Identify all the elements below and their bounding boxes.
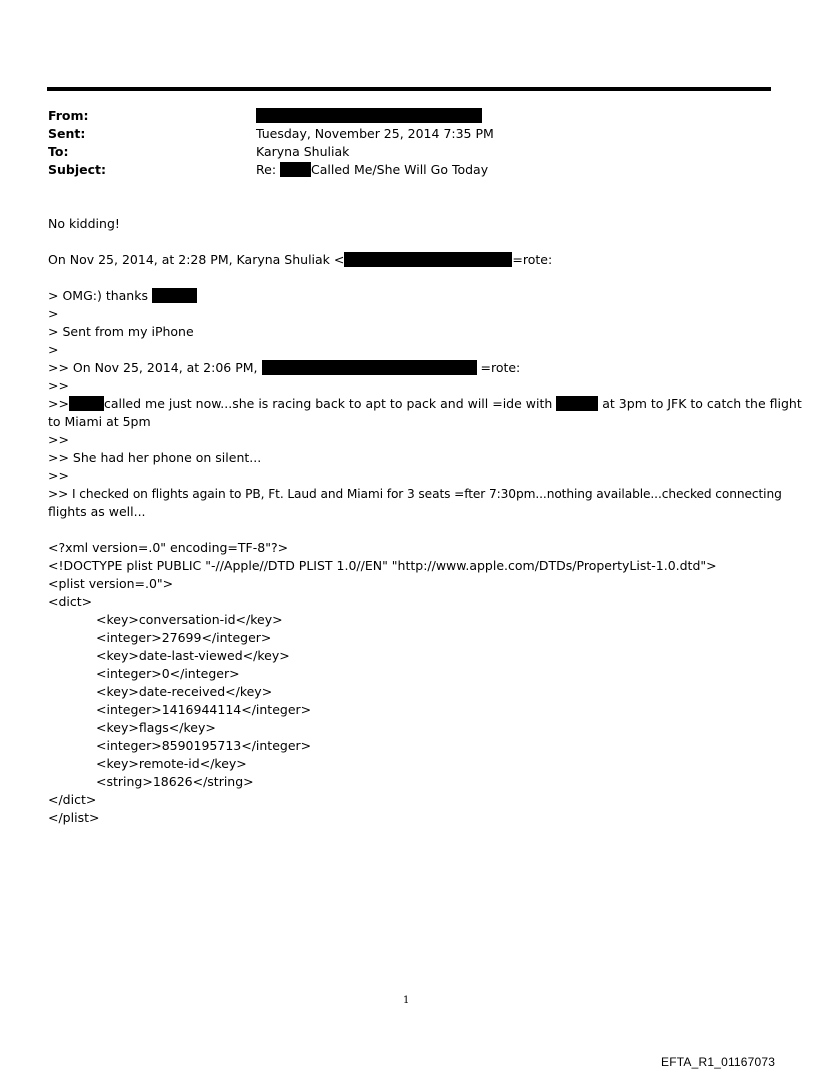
subject-value [256,161,488,179]
plist-entry: <key>date-last-viewed</key> [96,648,290,663]
page-number: 1 [403,995,410,1006]
document-id: EFTA_R1_01167073 [661,1055,776,1069]
xml-declaration: <?xml version=.0" encoding=TF-8"?> [48,540,289,555]
to-label: To: [48,144,69,159]
plist-entry: <key>conversation-id</key> [96,612,283,627]
quote-line: flights as well... [48,504,146,519]
plist-open-tag: <plist version=.0"> [48,576,174,591]
plist-entry: <integer>0</integer> [96,666,240,681]
sent-label: Sent: [48,126,86,141]
dict-close-tag: </dict> [48,792,97,807]
quote-intro [48,251,552,269]
redaction-bar [256,108,482,123]
quote-text: called me just now...she is racing back to apt to pack and will =ide with [103,396,553,411]
subject-label: Subject: [48,162,106,177]
redaction-bar [152,288,197,303]
doctype-line: <!DOCTYPE plist PUBLIC "-//Apple//DTD PLIST 1.0//EN" "http://www.apple.com/DTDs/PropertyList-1.0.dtd"> [48,558,717,573]
quote-text: > OMG:) thanks [48,288,148,303]
redaction-bar [556,396,598,411]
quote-intro-suffix: =rote: [512,252,553,267]
quote-line [48,359,520,377]
from-label: From: [48,108,89,123]
quote-line: > Sent from my iPhone [48,324,194,339]
quote-line: >> She had her phone on silent... [48,450,262,465]
quote-text: >> [48,396,69,411]
subject-text: Called Me/She Will Go Today [311,162,489,177]
subject-prefix: Re: [256,162,277,177]
plist-entry: <string>18626</string> [96,774,254,789]
redaction-bar [262,360,477,375]
quote-line: >> I checked on flights again to PB, Ft. Laud and Miami for 3 seats =fter 7:30pm...nothing available...checked connecting [48,487,782,501]
quote-line: > [48,342,59,357]
plist-entry: <integer>8590195713</integer> [96,738,312,753]
plist-entry: <key>remote-id</key> [96,756,247,771]
dict-open-tag: <dict> [48,594,93,609]
quote-text: at 3pm to JFK to catch the flight [602,396,802,411]
quote-line: >> [48,378,69,393]
redaction-bar [344,252,512,267]
quote-text: =rote: [480,360,521,375]
quote-line [48,287,197,305]
plist-entry: <integer>27699</integer> [96,630,272,645]
quote-line: to Miami at 5pm [48,414,151,429]
quote-line [48,395,802,413]
plist-close-tag: </plist> [48,810,100,825]
plist-entry: <integer>1416944114</integer> [96,702,312,717]
quote-line: >> [48,432,69,447]
quote-line: >> [48,468,69,483]
to-value: Karyna Shuliak [256,144,350,159]
quote-text: >> On Nov 25, 2014, at 2:06 PM, [48,360,258,375]
from-value [256,107,482,125]
sent-value: Tuesday, November 25, 2014 7:35 PM [256,126,494,141]
quote-intro-prefix: On Nov 25, 2014, at 2:28 PM, Karyna Shuliak < [48,252,345,267]
plist-entry: <key>flags</key> [96,720,216,735]
redaction-bar [69,396,104,411]
header-rule [47,87,771,91]
redaction-bar [280,162,311,177]
plist-entry: <key>date-received</key> [96,684,273,699]
quote-line: > [48,306,59,321]
reply-text: No kidding! [48,216,120,231]
